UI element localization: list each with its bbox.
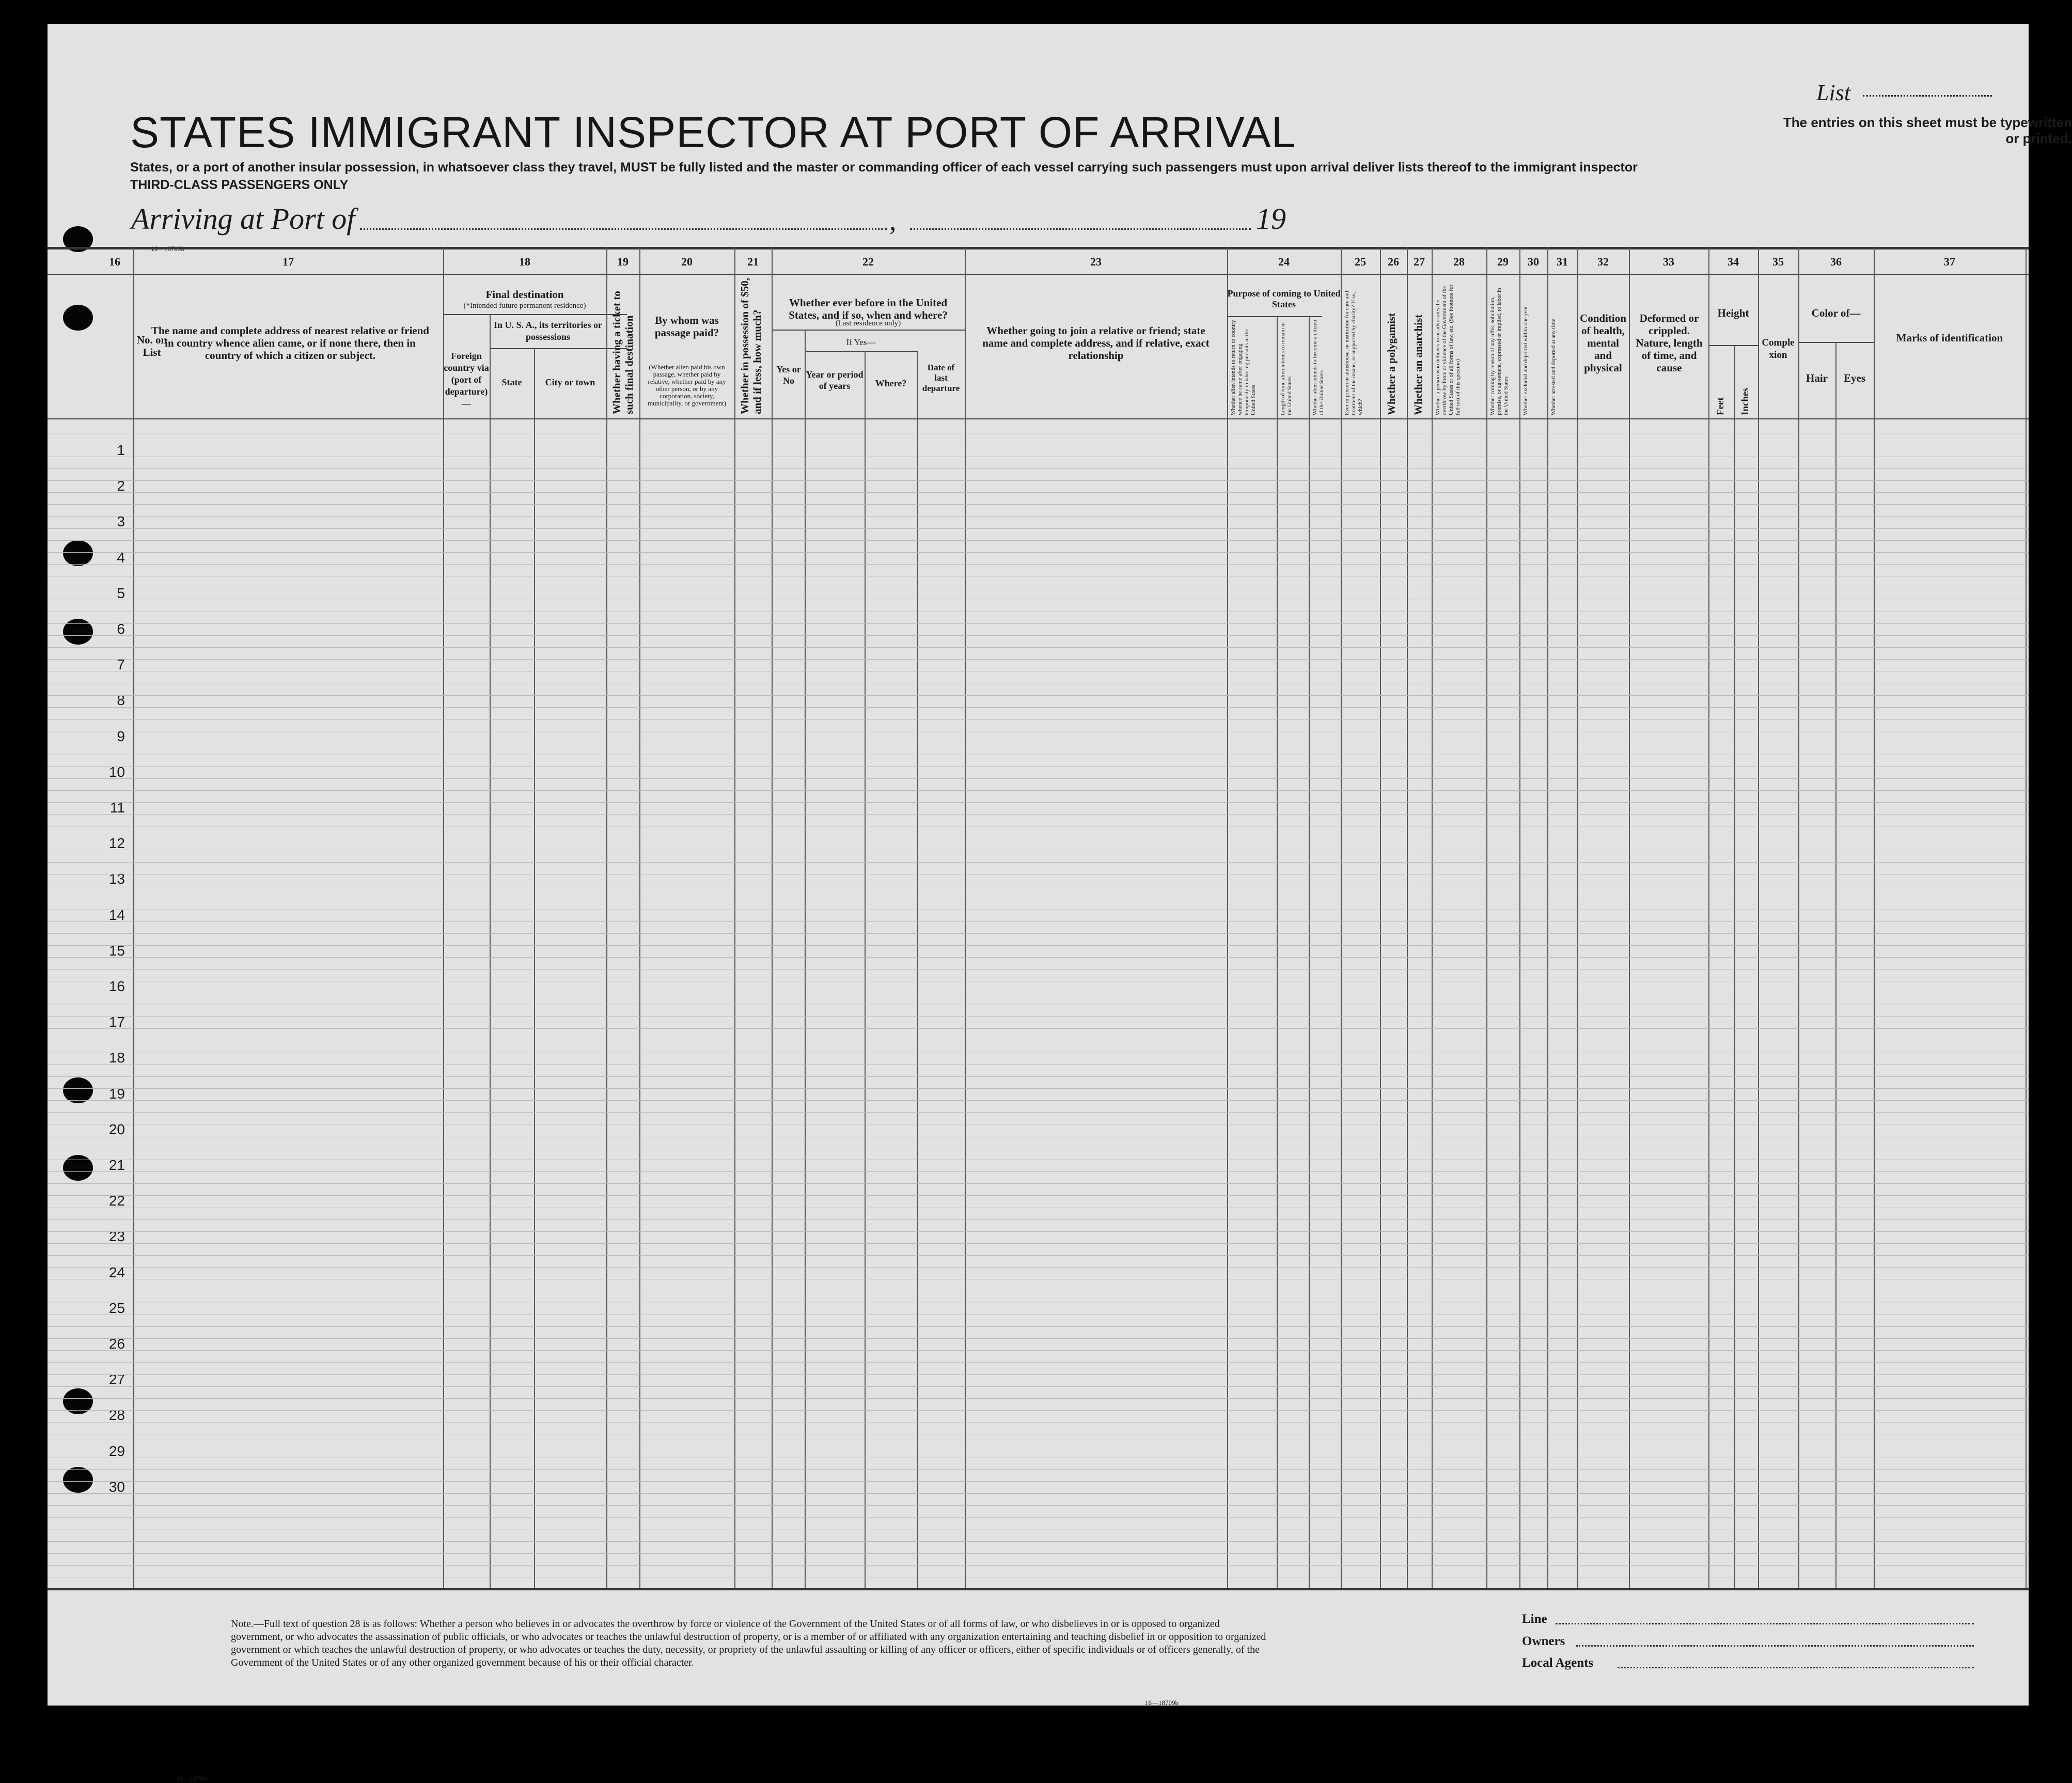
col-rule: [805, 330, 806, 1588]
ledger-line: [48, 1219, 2029, 1220]
ledger-line: [48, 957, 2029, 958]
ledger-line: [48, 862, 2029, 863]
ledger-line: [48, 1183, 2029, 1184]
ledger-line: [48, 1195, 2029, 1196]
subrule-24: [1227, 316, 1322, 317]
form-title: STATES IMMIGRANT INSPECTOR AT PORT OF ARRIVAL: [130, 108, 1296, 157]
colnum-34: 34: [1728, 255, 1739, 268]
colnum-37: 37: [1944, 255, 1955, 268]
row-number: 24: [108, 1264, 125, 1280]
ledger-line: [48, 1410, 2029, 1411]
header-c24-a: Whether alien intends to return to country whence he came after engaging temporarily in laboring pursuits in the United States: [1230, 320, 1257, 415]
colnum-33: 33: [1663, 255, 1674, 268]
subrule-22: [772, 330, 965, 331]
header-c22-ifyes: If Yes—: [846, 337, 876, 347]
row-number: 7: [117, 656, 125, 672]
header-c17: The name and complete address of nearest relative or friend in country whence alien came, or if none there, then in country of which a citizen or subject.: [151, 324, 429, 362]
header-c18-foreign: Foreign country via (port of departure)—: [444, 351, 489, 409]
form-number-footnote: 16—18709b: [1145, 1699, 1179, 1707]
ledger-line: [48, 790, 2029, 791]
col-rule: [865, 351, 866, 1588]
header-c18-city: City or town: [545, 377, 595, 387]
list-number-field[interactable]: [1863, 95, 1992, 97]
arriving-label: Arriving at Port of: [131, 202, 355, 236]
agents-label: Local Agents: [1522, 1656, 1594, 1670]
header-c27: Whether an anarchist: [1412, 314, 1424, 415]
ledger-line: [48, 1505, 2029, 1506]
ledger-line: [48, 516, 2029, 517]
ledger-line: [48, 623, 2029, 624]
ledger-line: [48, 647, 2029, 648]
row-number: 21: [108, 1157, 125, 1173]
passenger-class: THIRD-CLASS PASSENGERS ONLY: [130, 178, 349, 192]
colnum-26: 26: [1388, 255, 1399, 268]
form-number-bottom: 16—18709: [177, 1775, 207, 1782]
ledger-line: [48, 802, 2029, 803]
row-number: 15: [108, 943, 125, 959]
header-c33: Deformed or crippled. Nature, length of time, and cause: [1636, 312, 1703, 374]
col-rule: [917, 351, 918, 1588]
header-c22-sub: (Last residence only): [835, 319, 901, 327]
ledger-line: [48, 1231, 2029, 1232]
ledger-line: [48, 659, 2029, 660]
row-number: 25: [108, 1300, 125, 1316]
table-bottom-rule: [48, 1588, 2029, 1590]
header-c34-title: Height: [1717, 307, 1749, 319]
colnum-25: 25: [1355, 255, 1366, 268]
header-c35: Complexion: [1762, 337, 1795, 361]
col-rule: [490, 314, 491, 1588]
row-number: 26: [108, 1336, 125, 1352]
col-rule: [534, 348, 535, 1588]
table-top-rule: [48, 247, 2029, 249]
header-c36-title: Color of—: [1811, 307, 1861, 319]
ledger-line: [48, 1350, 2029, 1351]
colnum-21: 21: [747, 255, 759, 268]
header-c22-yesno: Yes or No: [776, 364, 801, 386]
header-c22-title: Whether ever before in the United States, and if so, when and where?: [789, 296, 948, 321]
colnum-23: 23: [1090, 255, 1102, 268]
colnum-17: 17: [282, 255, 294, 268]
header-c19: Whether having a ticket to such final destination: [610, 291, 635, 414]
ledger-line: [48, 635, 2029, 636]
ledger-line: [48, 504, 2029, 505]
ledger-line: [48, 707, 2029, 708]
header-c37: Marks of identification: [1896, 332, 2003, 344]
ledger-line: [48, 1565, 2029, 1566]
line-field[interactable]: [1556, 1623, 1974, 1624]
colnum-29: 29: [1497, 255, 1509, 268]
colnum-35: 35: [1772, 255, 1784, 268]
row-number: 13: [108, 871, 125, 887]
form-sheet: [48, 24, 2072, 1782]
header-c18-state: State: [501, 377, 522, 387]
ledger-line: [48, 1553, 2029, 1554]
ledger-line: [48, 492, 2029, 493]
line-label: Line: [1522, 1612, 1547, 1626]
colnum-24: 24: [1278, 255, 1290, 268]
colnum-16: 16: [109, 255, 120, 268]
header-c34-inches: Inches: [1740, 388, 1751, 415]
header-c24-c: Whether alien intends to become a citizen of the United States: [1312, 320, 1325, 415]
ledger-line: [48, 1398, 2029, 1399]
row-number: 1: [117, 442, 125, 458]
header-c18-usa: In U. S. A., its territories or possessions: [494, 320, 602, 342]
ledger-line: [48, 1541, 2029, 1542]
ledger-line: [48, 564, 2029, 565]
row-number: 10: [108, 764, 125, 780]
ledger-line: [48, 921, 2029, 922]
row-number: 19: [108, 1086, 125, 1102]
row-number: 14: [108, 907, 125, 923]
header-c18-title: Final destination: [485, 288, 564, 301]
col-rule: [1277, 316, 1278, 1588]
footnote-question-28: Note.—Full text of question 28 is as follows: Whether a person who believes in or advocates the overthrow by force or violence of the Government of the United States or of all forms of law, or who disbelieves in or is opposed to organized government, or who advocates the assassination of public officials, or who advocates or teaches the unlawful destruction of property, or is a member of or affiliated with any organization entertaining and teaching disbelief in or opposition to organized government or which teaches the unlawful destruction of property, or who advocates or teaches the duty, necessity, or propriety of the unlawful assaulting or killing of any officer or officers, either of specific individuals or of officers generally, of the Government of the United States or of any other organized government because of his or their official character.: [231, 1618, 1266, 1668]
colnum-31: 31: [1557, 255, 1568, 268]
ledger-line: [48, 1076, 2029, 1077]
subrule-34: [1708, 345, 1758, 346]
ledger-line: [48, 695, 2029, 696]
header-c28: Whether a person who believes in or advocates the overthrow by force or violence of the Government of the United States or of all forms of law, etc. (See footnote for full text of this question): [1435, 284, 1461, 415]
header-c25: Ever in prison or almshouse, or institution for care and treatment of the insane, or supported by charity? If so, which?: [1344, 291, 1363, 415]
row-number: 28: [108, 1407, 125, 1423]
header-c22-date: Date of last departure: [922, 363, 960, 393]
list-label: List: [1816, 80, 1851, 105]
header-c16: No. on List: [136, 334, 167, 358]
form-number-top: 16—18709b: [151, 245, 184, 253]
row-number: 4: [117, 550, 125, 566]
colnum-28: 28: [1453, 255, 1465, 268]
ledger-line: [48, 1100, 2029, 1101]
ledger-line: [48, 1481, 2029, 1482]
header-c20-title: By whom was passage paid?: [654, 314, 719, 339]
ledger-line: [48, 1338, 2029, 1339]
ledger-line: [48, 1374, 2029, 1375]
ledger-line: [48, 1493, 2029, 1494]
ledger-line: [48, 1255, 2029, 1256]
ledger-line: [48, 1088, 2029, 1089]
header-c24-b: Length of time alien intends to remain in the United States: [1280, 322, 1293, 415]
header-c24-title: Purpose of coming to United States: [1227, 288, 1341, 309]
ledger-line: [48, 552, 2029, 553]
header-c22-years: Year or period of years: [806, 369, 864, 391]
ledger-line: [48, 1016, 2029, 1017]
header-c29: Whether coming by reason of any offer, solicitation, promise, or agreement, expressed or implied, to labor in the United States: [1489, 288, 1509, 415]
header-c31: Whether arrested and deported at any time: [1550, 319, 1557, 415]
colnum-36: 36: [1830, 255, 1842, 268]
ledger-line: [48, 480, 2029, 481]
subrule-22b: [805, 351, 917, 352]
header-c30: Whether excluded and deported within one year: [1522, 306, 1529, 415]
colnum-30: 30: [1528, 255, 1539, 268]
row-number: 17: [108, 1014, 125, 1030]
ledger-line: [48, 1243, 2029, 1244]
header-c32: Condition of health, mental and physical: [1580, 312, 1626, 374]
ledger-line: [48, 1267, 2029, 1268]
row-number: 22: [108, 1193, 125, 1209]
row-number: 30: [108, 1479, 125, 1495]
ledger-line: [48, 1469, 2029, 1470]
header-bottom-rule: [48, 418, 2029, 419]
header-c36-hair: Hair: [1806, 372, 1828, 384]
ledger-line: [48, 1112, 2029, 1113]
row-number: 3: [117, 513, 125, 529]
ledger-line: [48, 778, 2029, 779]
header-c34-feet: Feet: [1715, 397, 1726, 415]
colnum-22: 22: [862, 255, 874, 268]
header-c23: Whether going to join a relative or friend; state name and complete address, and if relative, exact relationship: [982, 324, 1210, 362]
ledger-line: [48, 1386, 2029, 1387]
year-prefix: 19: [1256, 202, 1286, 236]
row-number: 18: [108, 1050, 125, 1066]
ledger-line: [48, 1326, 2029, 1327]
colnum-18: 18: [519, 255, 530, 268]
ledger-line: [48, 540, 2029, 541]
column-number-rule: [48, 274, 2029, 275]
ledger-line: [48, 719, 2029, 720]
row-number: 5: [117, 585, 125, 601]
comma: ,: [889, 205, 897, 236]
agents-field[interactable]: [1618, 1667, 1974, 1668]
row-number: 11: [109, 800, 125, 816]
ledger-line: [48, 945, 2029, 946]
colnum-32: 32: [1597, 255, 1609, 268]
header-c36-eyes: Eyes: [1844, 372, 1865, 384]
header-c20-sub: (Whether alien paid his own passage, whether paid by relative, whether paid by any other person, or by any corporation, society, municipality, or government): [648, 363, 726, 407]
ledger-line: [48, 933, 2029, 934]
header-c18-sub: (*Intended future permanent residence): [463, 302, 586, 310]
row-number: 2: [117, 478, 125, 494]
header-c21: Whether in possession of $50, and if less, how much?: [739, 278, 763, 414]
entries-note: The entries on this sheet must be typewritten or printed.: [1783, 115, 2072, 146]
col-rule: [1309, 316, 1310, 1588]
ledger-line: [48, 468, 2029, 469]
ledger-line: [48, 1171, 2029, 1172]
row-number: 12: [108, 835, 125, 851]
row-number: 27: [108, 1371, 125, 1387]
colnum-19: 19: [617, 255, 629, 268]
ledger-line: [48, 814, 2029, 815]
row-number: 20: [108, 1121, 125, 1137]
port-field[interactable]: [360, 228, 887, 230]
ledger-line: [48, 1362, 2029, 1363]
ledger-line: [48, 1517, 2029, 1518]
colnum-27: 27: [1414, 255, 1425, 268]
rule-text: States, or a port of another insular possession, in whatsoever class they travel, MUST be fully listed and the master or commanding officer of each vessel carrying such passengers must upon arrival deliver lists thereof to the immigrant inspector: [130, 160, 1638, 175]
col-rule: [1734, 345, 1735, 1588]
owners-field[interactable]: [1576, 1645, 1974, 1647]
header-c26: Whether a polygamist: [1385, 313, 1398, 415]
row-number: 6: [117, 621, 125, 637]
colnum-20: 20: [681, 255, 693, 268]
ledger-line: [48, 1028, 2029, 1029]
ledger-line: [48, 528, 2029, 529]
owners-label: Owners: [1522, 1634, 1565, 1648]
subrule-18: [443, 314, 627, 315]
row-number: 29: [108, 1443, 125, 1459]
row-number: 8: [117, 692, 125, 708]
row-number: 16: [108, 978, 125, 994]
header-c22-where: Where?: [875, 378, 907, 388]
row-number: 23: [108, 1228, 125, 1244]
date-field[interactable]: [910, 228, 1251, 230]
row-number: 9: [117, 728, 125, 744]
